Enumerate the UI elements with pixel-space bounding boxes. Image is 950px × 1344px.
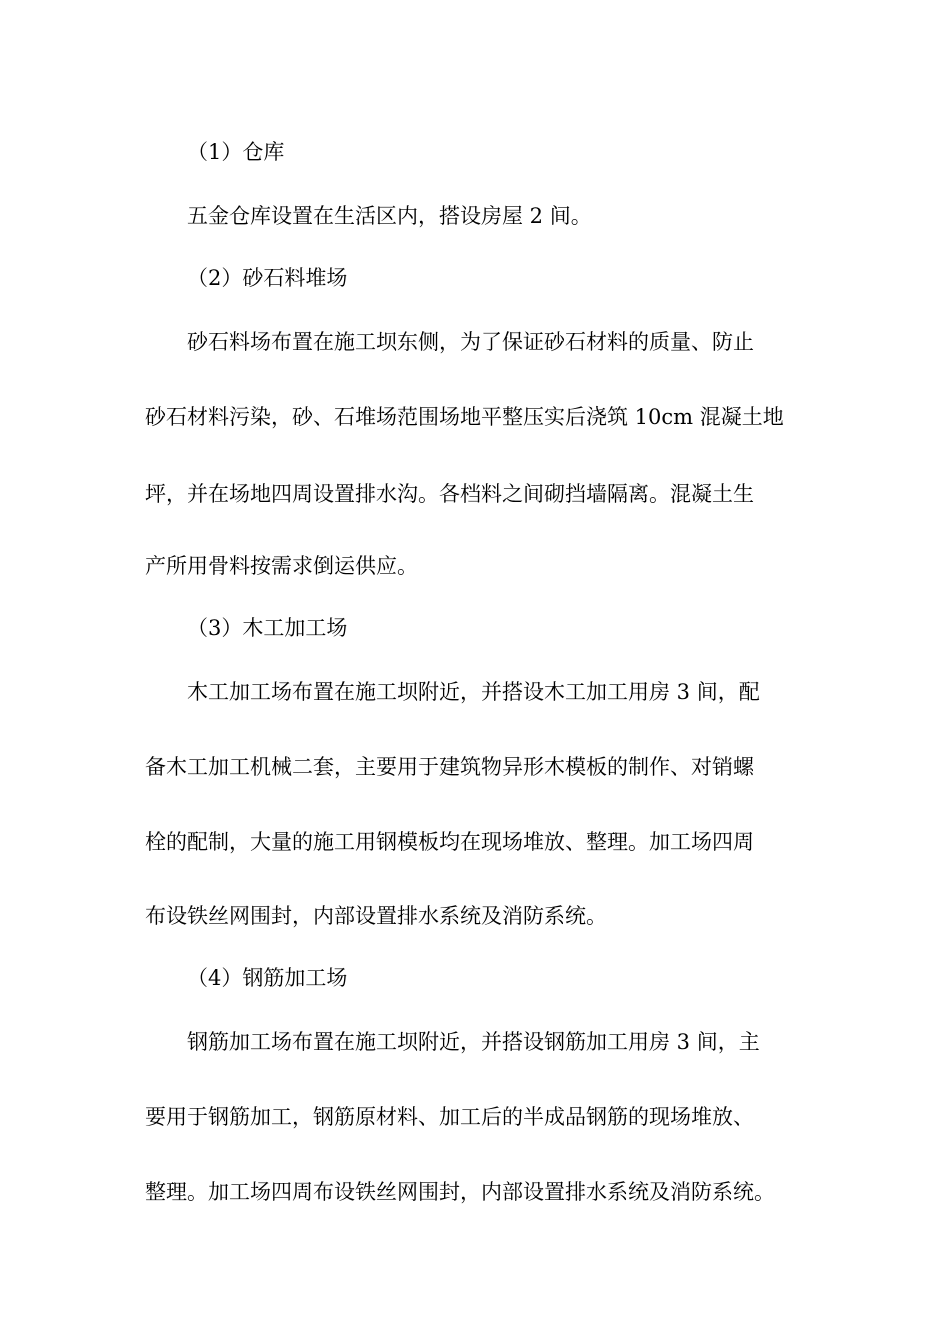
paragraph-line: 整理。加工场四周布设铁丝网围封，内部设置排水系统及消防系统。 — [145, 1180, 775, 1204]
section-heading-rebar-workshop: （4）钢筋加工场 — [187, 966, 348, 990]
paragraph-line: 栓的配制，大量的施工用钢模板均在现场堆放、整理。加工场四周 — [145, 830, 754, 854]
paragraph-line: 要用于钢筋加工，钢筋原材料、加工后的半成品钢筋的现场堆放、 — [145, 1105, 754, 1129]
section-heading-warehouse: （1）仓库 — [187, 140, 285, 164]
paragraph-line: 产所用骨料按需求倒运供应。 — [145, 554, 418, 578]
paragraph-line: 砂石料场布置在施工坝东侧，为了保证砂石材料的质量、防止 — [187, 330, 754, 354]
paragraph-line: 木工加工场布置在施工坝附近，并搭设木工加工用房 3 间，配 — [187, 680, 760, 704]
paragraph-line: 钢筋加工场布置在施工坝附近，并搭设钢筋加工用房 3 间，主 — [187, 1030, 760, 1054]
paragraph-line: 砂石材料污染，砂、石堆场范围场地平整压实后浇筑 10cm 混凝土地 — [145, 405, 784, 429]
paragraph-line: 备木工加工机械二套，主要用于建筑物异形木模板的制作、对销螺 — [145, 755, 754, 779]
paragraph-line: 坪，并在场地四周设置排水沟。各档料之间砌挡墙隔离。混凝土生 — [145, 482, 754, 506]
paragraph-line: 布设铁丝网围封，内部设置排水系统及消防系统。 — [145, 904, 607, 928]
section-heading-carpentry-workshop: （3）木工加工场 — [187, 616, 348, 640]
section-heading-sand-gravel-yard: （2）砂石料堆场 — [187, 266, 348, 290]
paragraph-line: 五金仓库设置在生活区内，搭设房屋 2 间。 — [187, 204, 592, 228]
